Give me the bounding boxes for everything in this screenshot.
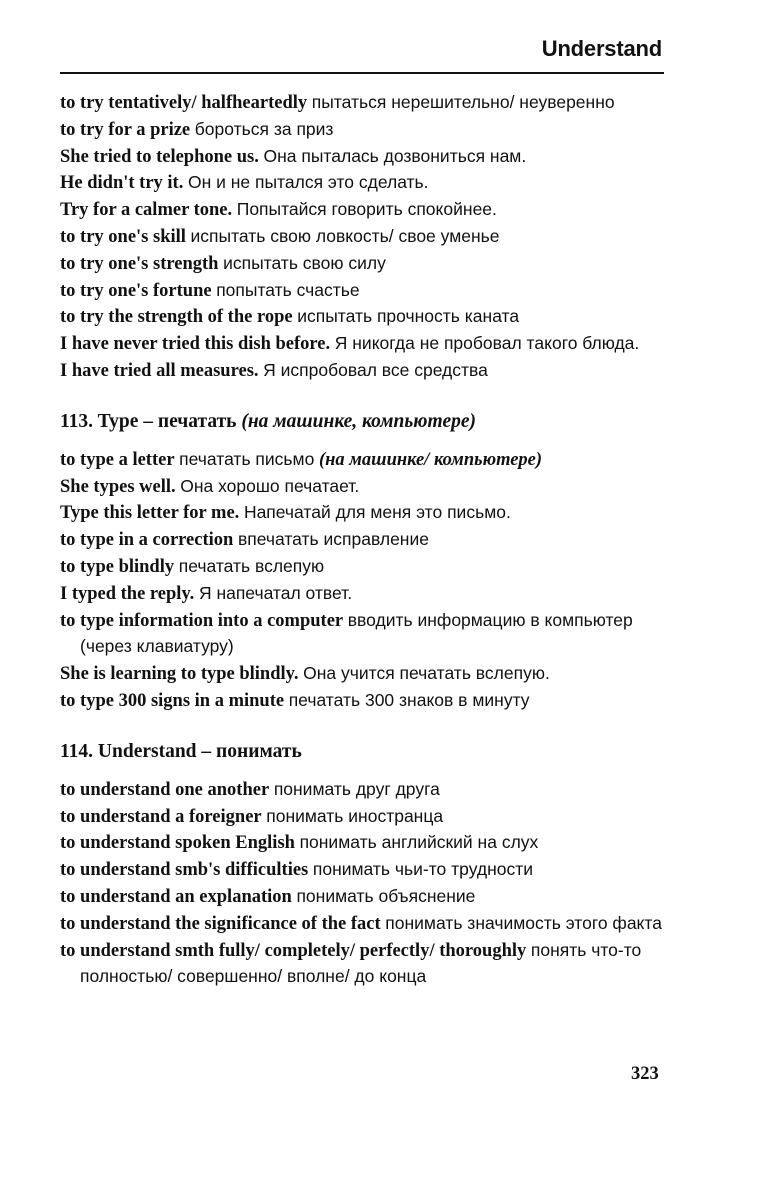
phrase-entry: to try for a prize бороться за приз xyxy=(60,118,334,140)
phrase-entry: She tried to telephone us. Она пыталась дозвониться нам. xyxy=(60,145,527,167)
type-entry-list xyxy=(60,447,664,715)
phrase-entry: I typed the reply. Я напечатал ответ. xyxy=(60,582,353,604)
phrase-entry: Try for a calmer tone. Попытайся говорить спокойнее. xyxy=(60,199,497,221)
section-title-113: 113. Type – печатать (на машинке, компьютере) xyxy=(60,410,476,432)
phrase-entry: to try one's strength испытать свою силу xyxy=(60,252,386,274)
running-head: Understand xyxy=(541,36,662,61)
phrase-entry: She is learning to type blindly. Она учится печатать вслепую. xyxy=(60,663,550,685)
phrase-entry: to try the strength of the rope испытать прочность каната xyxy=(60,306,520,328)
phrase-entry: to understand one another понимать друг друга xyxy=(60,778,440,800)
phrase-entry: to type in a correction впечатать исправление xyxy=(60,529,429,551)
header-rule xyxy=(60,72,664,74)
phrase-entry: to understand smth fully/ completely/ perfectly/ thoroughly понять что-то полностью/ совершенно/ вполне/ до конца xyxy=(60,939,642,987)
section-title-114: 114. Understand – понимать xyxy=(60,740,302,762)
phrase-entry: I have never tried this dish before. Я никогда не пробовал такого блюда. xyxy=(60,333,640,355)
phrase-entry: to try tentatively/ halfheartedly пытаться нерешительно/ неуверенно xyxy=(60,92,615,113)
phrase-entry: to understand the significance of the fact понимать значимость этого факта xyxy=(60,912,662,934)
phrase-entry: to type a letter печатать письмо (на машинке/ компьютере) xyxy=(60,448,543,470)
phrase-entry: to understand spoken English понимать английский на слух xyxy=(60,832,539,854)
phrase-entry: He didn't try it. Он и не пытался это сделать. xyxy=(60,172,429,194)
phrase-entry: to try one's fortune попытать счастье xyxy=(60,279,360,301)
phrase-entry: She types well. Она хорошо печатает. xyxy=(60,475,360,497)
phrase-entry: to try one's skill испытать свою ловкость/ свое уменье xyxy=(60,225,500,247)
phrase-entry: to type blindly печатать вслепую xyxy=(60,555,325,577)
phrase-entry: to type information into a computer вводить информацию в компьютер (через клавиатуру) xyxy=(60,609,633,657)
try-entry-list xyxy=(60,90,664,385)
phrase-entry: Type this letter for me. Напечатай для меня это письмо. xyxy=(60,502,511,524)
page-content xyxy=(60,90,664,991)
phrase-entry: to understand an explanation понимать объяснение xyxy=(60,885,476,907)
phrase-entry: to understand smb's difficulties понимать чьи-то трудности xyxy=(60,859,534,881)
understand-entry-list xyxy=(60,777,664,991)
page-number: 323 xyxy=(631,1064,659,1084)
phrase-entry: to type 300 signs in a minute печатать 300 знаков в минуту xyxy=(60,689,530,711)
phrase-entry: I have tried all measures. Я испробовал все средства xyxy=(60,359,488,381)
phrase-entry: to understand a foreigner понимать иностранца xyxy=(60,805,444,827)
